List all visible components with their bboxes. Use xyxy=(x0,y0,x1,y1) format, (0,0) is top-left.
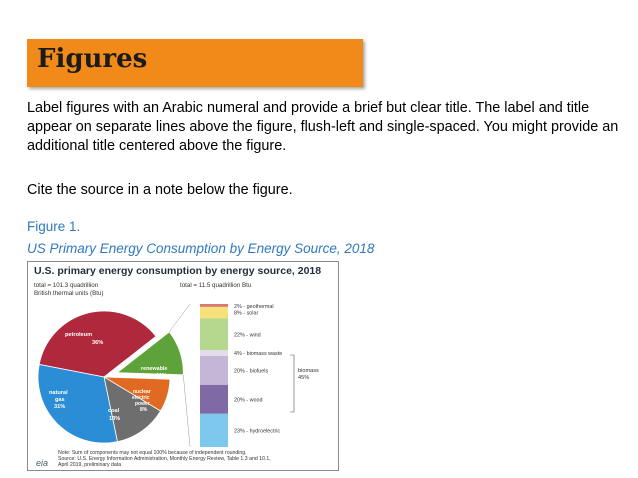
biomass-value: 45% xyxy=(298,375,310,381)
biomass-label: biomass xyxy=(298,368,319,374)
total-left-line1: total = 101.3 quadrillion xyxy=(34,282,99,289)
stack-label-5: 20% - wood xyxy=(234,397,263,404)
stack-segment-4 xyxy=(200,356,228,385)
biomass-bracket xyxy=(290,355,294,412)
figure-image xyxy=(27,261,339,471)
stack-label-1: 8% - solar xyxy=(234,310,259,317)
gas-word2: gas xyxy=(55,397,65,403)
slice-label-coal-name: coal xyxy=(108,408,120,414)
connector-lines xyxy=(169,304,190,447)
stack-label-2: 22% - wind xyxy=(234,332,261,339)
total-left-line2: British thermal units (Btu) xyxy=(34,290,104,297)
stack-label-0: 2% - geothermal xyxy=(234,304,274,310)
connector-line-bottom xyxy=(183,375,190,447)
connector-line-top xyxy=(169,304,190,332)
slice-label-renewable xyxy=(137,366,169,379)
stack-label-3: 4% - biomass waste xyxy=(234,351,283,358)
stack-segment-0 xyxy=(200,304,228,307)
slice-label-petroleum-name: petroleum xyxy=(65,332,93,338)
total-right: total = 11.5 quadrillion Btu xyxy=(180,282,252,289)
renewable-word1: renewable xyxy=(141,366,168,372)
renewables-stack xyxy=(200,304,228,447)
note-line1: Note: Sum of components may not equal 100% because of independent rounding. xyxy=(58,450,247,456)
nuclear-word1: nuclear xyxy=(133,389,151,395)
slice-label-petroleum-value: 36% xyxy=(92,340,104,346)
stack-segment-3 xyxy=(200,350,228,356)
eia-logo: eia xyxy=(36,458,49,468)
gas-value: 31% xyxy=(54,404,66,410)
title-banner xyxy=(27,39,363,87)
figure-title: US Primary Energy Consumption by Energy Source, 2018 xyxy=(27,241,375,256)
note-line2: Source: U.S. Energy Information Administration, Monthly Energy Review, Table 1.3 and 10.1, xyxy=(58,456,271,462)
instruction-paragraph: Label figures with an Arabic numeral and provide a brief but clear title. The label and title appear on separate lines above the figure, flush-left and single-spaced. You might provide an additional title centered above the figure. xyxy=(27,100,619,154)
figure-label: Figure 1. xyxy=(27,219,81,234)
gas-word1: natural xyxy=(49,390,68,396)
renewables-labels xyxy=(234,304,282,434)
slide-title: Figures xyxy=(37,44,148,74)
chart-title: U.S. primary energy consumption by energy source, 2018 xyxy=(34,265,322,277)
renewable-word2: energy 11% xyxy=(137,373,167,379)
note-line3: April 2019, preliminary data xyxy=(58,462,122,468)
stack-segment-6 xyxy=(200,414,228,447)
stack-label-4: 20% - biofuels xyxy=(234,368,269,375)
nuclear-word2: electric xyxy=(132,395,150,401)
nuclear-word3: power xyxy=(135,401,150,407)
nuclear-value: 8% xyxy=(140,407,148,413)
slice-label-coal-value: 13% xyxy=(109,416,121,422)
cite-paragraph: Cite the source in a note below the figure. xyxy=(27,182,293,198)
stack-segment-1 xyxy=(200,307,228,319)
stack-segment-2 xyxy=(200,318,228,350)
stack-segment-5 xyxy=(200,385,228,414)
energy-chart xyxy=(28,262,338,470)
stack-label-6: 23% - hydroelectric xyxy=(234,428,281,435)
